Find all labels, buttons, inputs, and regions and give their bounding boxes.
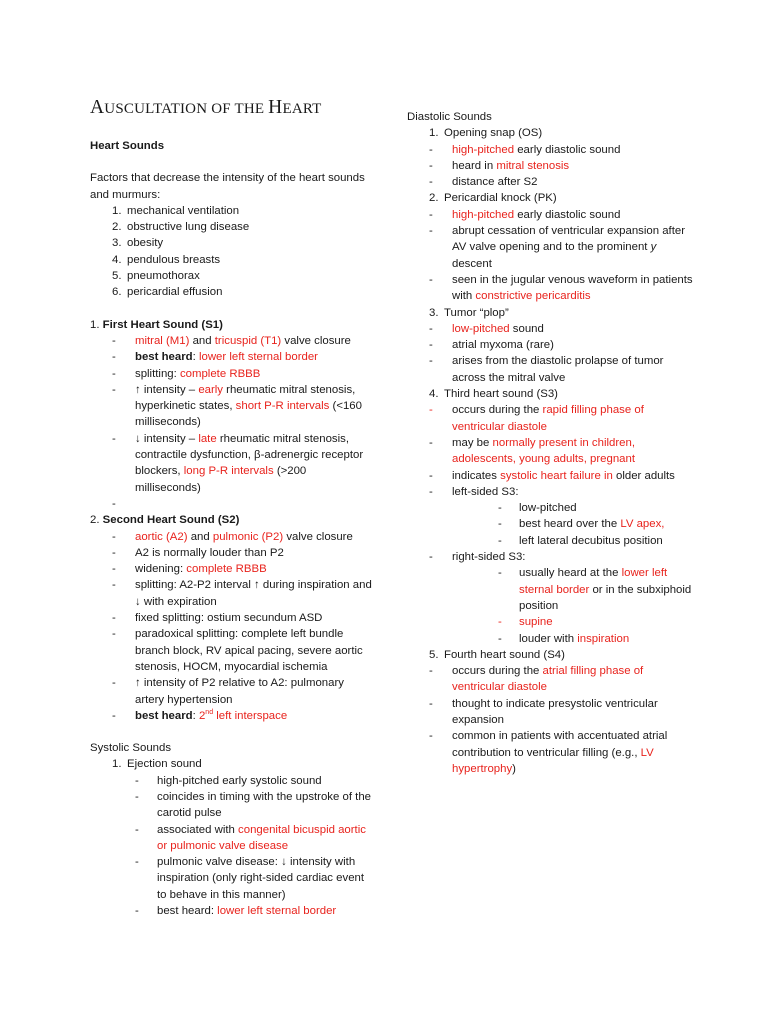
list-item: - ↓ intensity – late rheumatic mitral stenosis, contractile dysfunction, β-adrenergic receptor blockers, long P-R intervals (>200 milliseconds) [112,432,364,494]
list-item: - thought to indicate presystolic ventricular expansion [429,697,658,726]
list-item: - low-pitched sound [429,322,544,335]
list-item: - fixed splitting: ostium secundum ASD [112,612,323,625]
list-item: - best heard: lower left sternal border [135,905,337,918]
list-item: - heard in mitral stenosis [429,159,570,172]
list-item: - splitting: A2-P2 interval ↑ during inspiration and ↓ with expiration [112,579,372,608]
diastolic-heading: Diastolic Sounds [407,111,492,123]
list-item: 4. pendulous breasts [112,253,221,266]
list-item: - indicates systolic heart failure in older adults [429,469,675,482]
list-item: - low-pitched [498,502,577,515]
list-item: - common in patients with accentuated atrial contribution to ventricular filling (e.g., LV hypertrophy) [429,730,668,775]
list-item: - A2 is normally louder than P2 [112,546,284,559]
heart-sounds-heading: Heart Sounds [90,140,165,152]
list-item: - ↑ intensity of P2 relative to A2: pulmonary artery hypertension [112,677,344,706]
list-item: - atrial myxoma (rare) [429,339,554,352]
list-item: - paradoxical splitting: complete left bundle branch block, RV apical pacing, severe aortic stenosis, HOCM, myocardial ischemia [112,628,363,673]
list-item-empty: - [112,497,116,510]
s1-heading: 1. First Heart Sound (S1) [90,318,223,331]
list-item: 4. Third heart sound (S3) [429,388,558,401]
list-item: - high-pitched early diastolic sound [429,143,621,156]
list-item: - left lateral decubitus position [498,534,663,547]
list-item: 5. Fourth heart sound (S4) [429,648,565,661]
list-item: - abrupt cessation of ventricular expansion after AV valve opening and to the prominent y descent [429,225,686,270]
list-item: - distance after S2 [429,176,538,189]
list-item: 1. Opening snap (OS) [429,127,543,140]
list-item: - supine [498,616,553,629]
page-title: AUSCULTATION OF THE HEART [90,97,322,118]
list-item: - seen in the jugular venous waveform in patients with constrictive pericarditis [429,273,693,303]
list-item: - widening: complete RBBB [112,563,267,576]
list-item: - left-sided S3: [429,485,519,498]
list-item: - best heard: 2nd left interspace [112,709,288,722]
systolic-heading: Systolic Sounds [90,742,172,755]
list-item: - mitral (M1) and tricuspid (T1) valve closure [112,334,351,347]
list-item: - high-pitched early diastolic sound [429,208,621,221]
list-item: - splitting: complete RBBB [112,367,261,380]
list-item: 6. pericardial effusion [112,286,223,299]
factors-list [90,203,375,301]
right-column [407,109,697,777]
list-item: 3. Tumor “plop” [429,306,509,319]
list-item: - right-sided S3: [429,551,526,564]
list-item: 3. obesity [112,237,164,250]
list-item: - occurs during the rapid filling phase of ventricular diastole [429,404,644,433]
list-item: 5. pneumothorax [112,270,200,283]
s2-heading: 2. Second Heart Sound (S2) [90,514,240,527]
list-item: - aortic (A2) and pulmonic (P2) valve closure [112,530,353,543]
list-item: - best heard: lower left sternal border [112,351,318,364]
list-item: - best heard over the LV apex, [498,518,665,531]
list-item: 2. Pericardial knock (PK) [429,192,557,205]
left-column [90,98,375,919]
list-item: - ↑ intensity – early rheumatic mitral stenosis, hyperkinetic states, short P-R intervals (<160 milliseconds) [112,383,362,429]
list-item: - arises from the diastolic prolapse of tumor across the mitral valve [429,355,664,384]
list-item: - coincides in timing with the upstroke of the carotid pulse [135,790,372,820]
list-item: - usually heard at the lower left sternal border or in the subxiphoid position [498,567,692,612]
list-item: 1. Ejection sound [112,758,202,771]
factors-intro: Factors that decrease the intensity of the heart sounds and murmurs: [90,172,365,201]
list-item: - may be normally present in children, adolescents, young adults, pregnant [429,436,636,466]
list-item: 1. mechanical ventilation [112,204,240,217]
list-item: - louder with inspiration [498,632,630,645]
list-item: 2. obstructive lung disease [112,221,250,234]
list-item: - pulmonic valve disease: ↓ intensity with inspiration (only right-sided cardiac event to behave in this manner) [135,856,365,901]
list-item: - associated with congenital bicuspid aortic or pulmonic valve disease [135,823,366,852]
list-item: - occurs during the atrial filling phase of ventricular diastole [429,665,644,694]
list-item: - high-pitched early systolic sound [135,774,322,787]
